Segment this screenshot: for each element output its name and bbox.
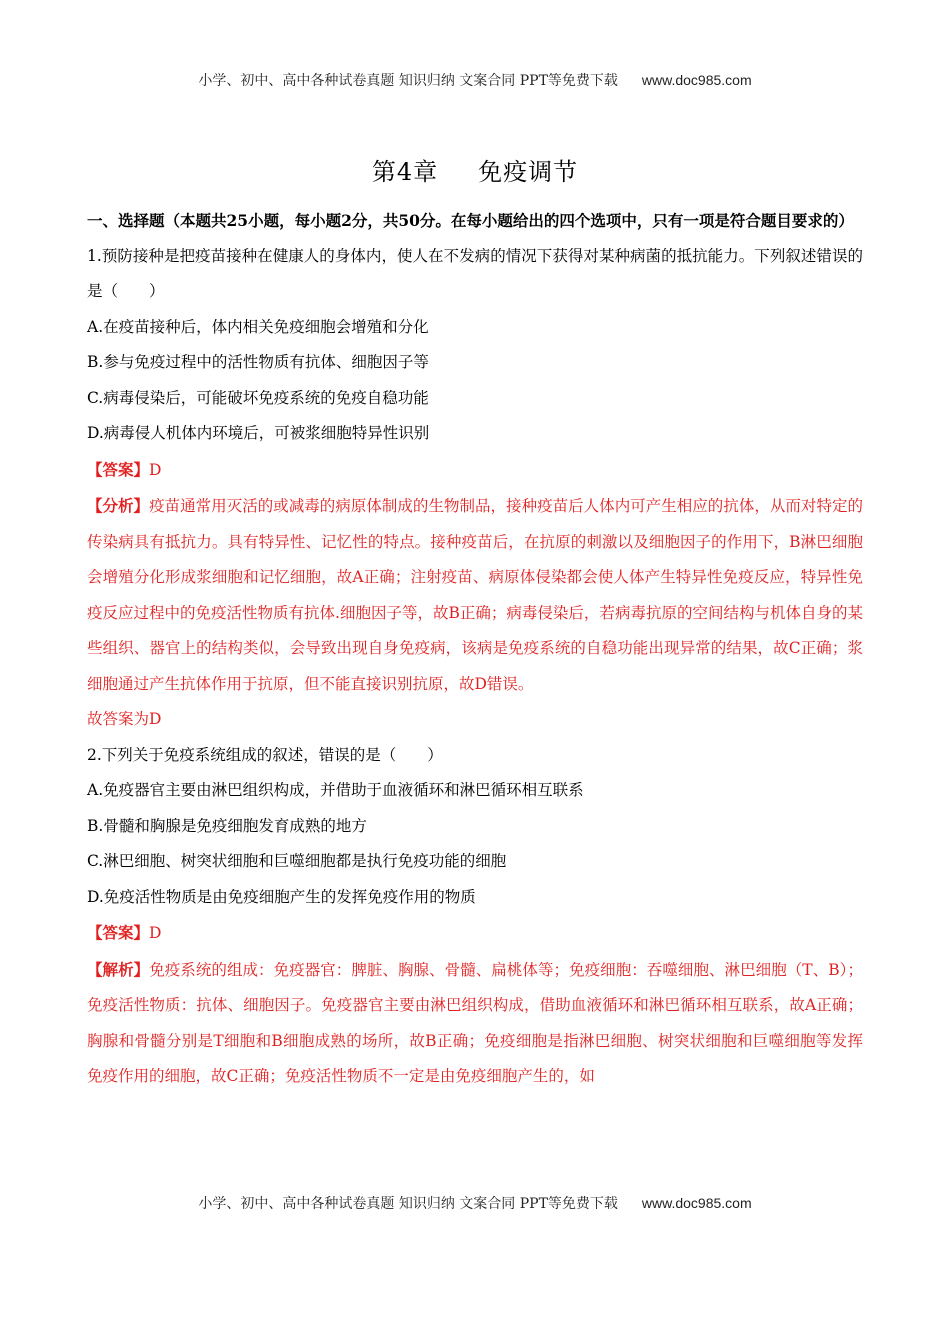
answer-line	[87, 452, 863, 489]
analysis-label: 【解析】	[87, 959, 150, 979]
analysis-text: 疫苗通常用灭活的或减毒的病原体制成的生物制品，接种疫苗后人体内可产生相应的抗体，从而对特定的传染病具有抵抗力。具有特异性、记忆性的特点。接种疫苗后，在抗原的刺激以及细胞因子的作用下，B淋巴细胞会增殖分化形成浆细胞和记忆细胞，故A正确；注射疫苗、病原体侵染都会使人体产生特异性免疫反应，特异性免疫反应过程中的免疫活性物质有抗体.细胞因子等，故B正确；病毒侵染后，若病毒抗原的空间结构与机体自身的某些组织、器官上的结构类似，会导致出现自身免疫病，该病是免疫系统的自稳功能出现异常的结果，故C正确；浆细胞通过产生抗体作用于抗原，但不能直接识别抗原，故D错误。	[87, 497, 863, 693]
analysis-paragraph	[87, 488, 863, 702]
section-heading: 一、选择题（本题共25小题，每小题2分，共50分。在每小题给出的四个选项中，只有一项是符合题目要求的）	[87, 211, 854, 230]
question-1	[87, 239, 863, 738]
chapter-title	[0, 152, 950, 187]
answer-value: D	[149, 924, 162, 942]
page-header	[0, 70, 950, 90]
option-a: A.在疫苗接种后，体内相关免疫细胞会增殖和分化	[87, 317, 429, 336]
header-site-link[interactable]: www.doc985.com	[641, 72, 752, 88]
question-2	[87, 738, 863, 1095]
question-stem: 2.下列关于免疫系统组成的叙述，错误的是（ ）	[87, 745, 443, 764]
option-b: B.参与免疫过程中的活性物质有抗体、细胞因子等	[87, 353, 429, 371]
option-c: C.病毒侵染后，可能破坏免疫系统的免疫自稳功能	[87, 388, 429, 407]
option-d: D.免疫活性物质是由免疫细胞产生的发挥免疫作用的物质	[87, 887, 476, 906]
option-b: B.骨髓和胸腺是免疫细胞发育成熟的地方	[87, 816, 367, 835]
page-footer	[0, 1193, 950, 1213]
conclusion-line: 故答案为D	[87, 710, 162, 728]
question-stem: 1.预防接种是把疫苗接种在健康人的身体内，使人在不发病的情况下获得对某种病菌的抵抗能力。下列叙述错误的是（ ）	[87, 246, 863, 300]
answer-label: 【答案】	[87, 923, 150, 942]
answer-value: D	[149, 460, 162, 479]
analysis-paragraph	[87, 952, 863, 1095]
footer-site-link[interactable]: www.doc985.com	[641, 1195, 752, 1211]
footer-text: 小学、初中、高中各种试卷真题 知识归纳 文案合同 PPT等免费下载	[198, 1196, 618, 1212]
option-d: D.病毒侵人机体内环境后，可被浆细胞特异性识别	[87, 424, 430, 442]
chapter-number: 第4章	[371, 158, 439, 186]
answer-label: 【答案】	[87, 459, 150, 479]
answer-line	[87, 915, 863, 952]
analysis-text: 免疫系统的组成：免疫器官：脾脏、胸腺、骨髓、扁桃体等；免疫细胞：吞噬细胞、淋巴细胞（T、B）；免疫活性物质：抗体、细胞因子。免疫器官主要由淋巴组织构成，借助血液循环和淋巴循环相互联系，故A正确；胸腺和骨髓分别是T细胞和B细胞成熟的场所，故B正确；免疫细胞是指淋巴细胞、树突状细胞和巨噬细胞等发挥免疫作用的细胞，故C正确；免疫活性物质不一定是由免疫细胞产生的，如	[87, 960, 863, 1085]
header-text: 小学、初中、高中各种试卷真题 知识归纳 文案合同 PPT等免费下载	[198, 73, 618, 89]
document-body	[87, 203, 863, 1095]
chapter-name: 免疫调节	[478, 158, 579, 186]
analysis-label: 【分析】	[87, 496, 150, 515]
option-a: A.免疫器官主要由淋巴组织构成，并借助于血液循环和淋巴循环相互联系	[87, 781, 584, 799]
option-c: C.淋巴细胞、树突状细胞和巨噬细胞都是执行免疫功能的细胞	[87, 852, 507, 870]
